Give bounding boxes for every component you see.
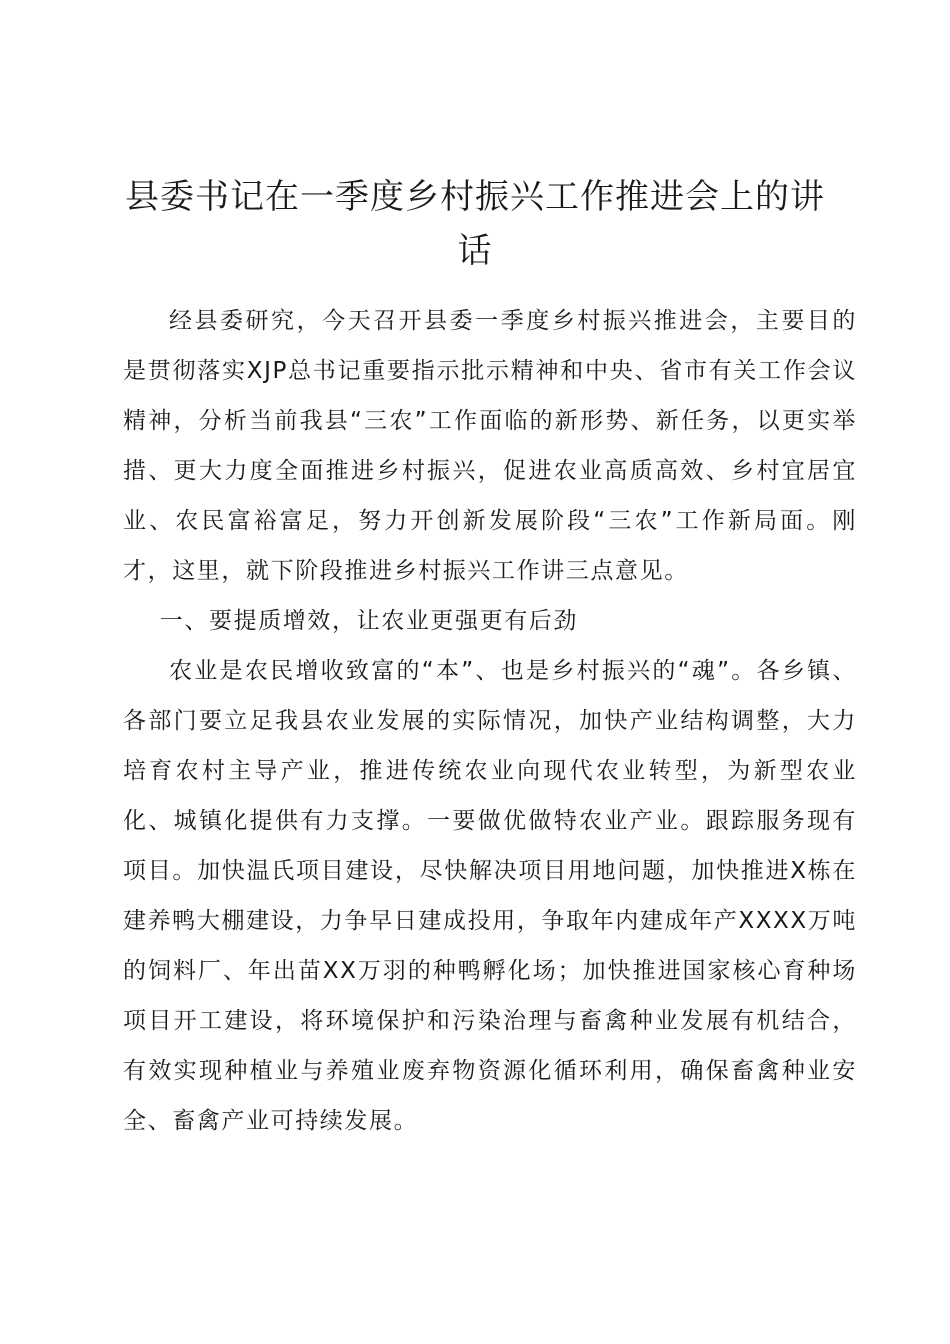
section-paragraph: 农业是农民增收致富的“本”、也是乡村振兴的“魂”。各乡镇、各部门要立足我县农业发展的实际情况，加快产业结构调整，大力培育农村主导产业，推进传统农业向现代农业转型，为新型农业化、城镇化提供有力支撑。一要做优做特农业产业。跟踪服务现有项目。加快温氏项目建设，尽快解决项目用地问题，加快推进X栋在建养鸭大棚建设，力争早日建成投用，争取年内建成年产XXXX万吨的饲料厂、年出苗XX万羽的种鸭孵化场；加快推进国家核心育种场项目开工建设，将环境保护和污染治理与畜禽种业发展有机结合，有效实现种植业与养殖业废弃物资源化循环利用，确保畜禽种业安全、畜禽产业可持续发展。 [123, 658, 857, 1134]
section-heading: 一、要提质增效，让农业更强更有后劲 [159, 608, 578, 634]
document-body [123, 296, 857, 1146]
intro-paragraph: 经县委研究，今天召开县委一季度乡村振兴推进会，主要目的是贯彻落实XJP总书记重要指示批示精神和中央、省市有关工作会议精神，分析当前我县“三农”工作面临的新形势、新任务，以更实举措、更大力度全面推进乡村振兴，促进农业高质高效、乡村宜居宜业、农民富裕富足，努力开创新发展阶段“三农”工作新局面。刚才，这里，就下阶段推进乡村振兴工作讲三点意见。 [123, 308, 857, 584]
document-title: 县委书记在一季度乡村振兴工作推进会上的讲话 [125, 177, 825, 271]
